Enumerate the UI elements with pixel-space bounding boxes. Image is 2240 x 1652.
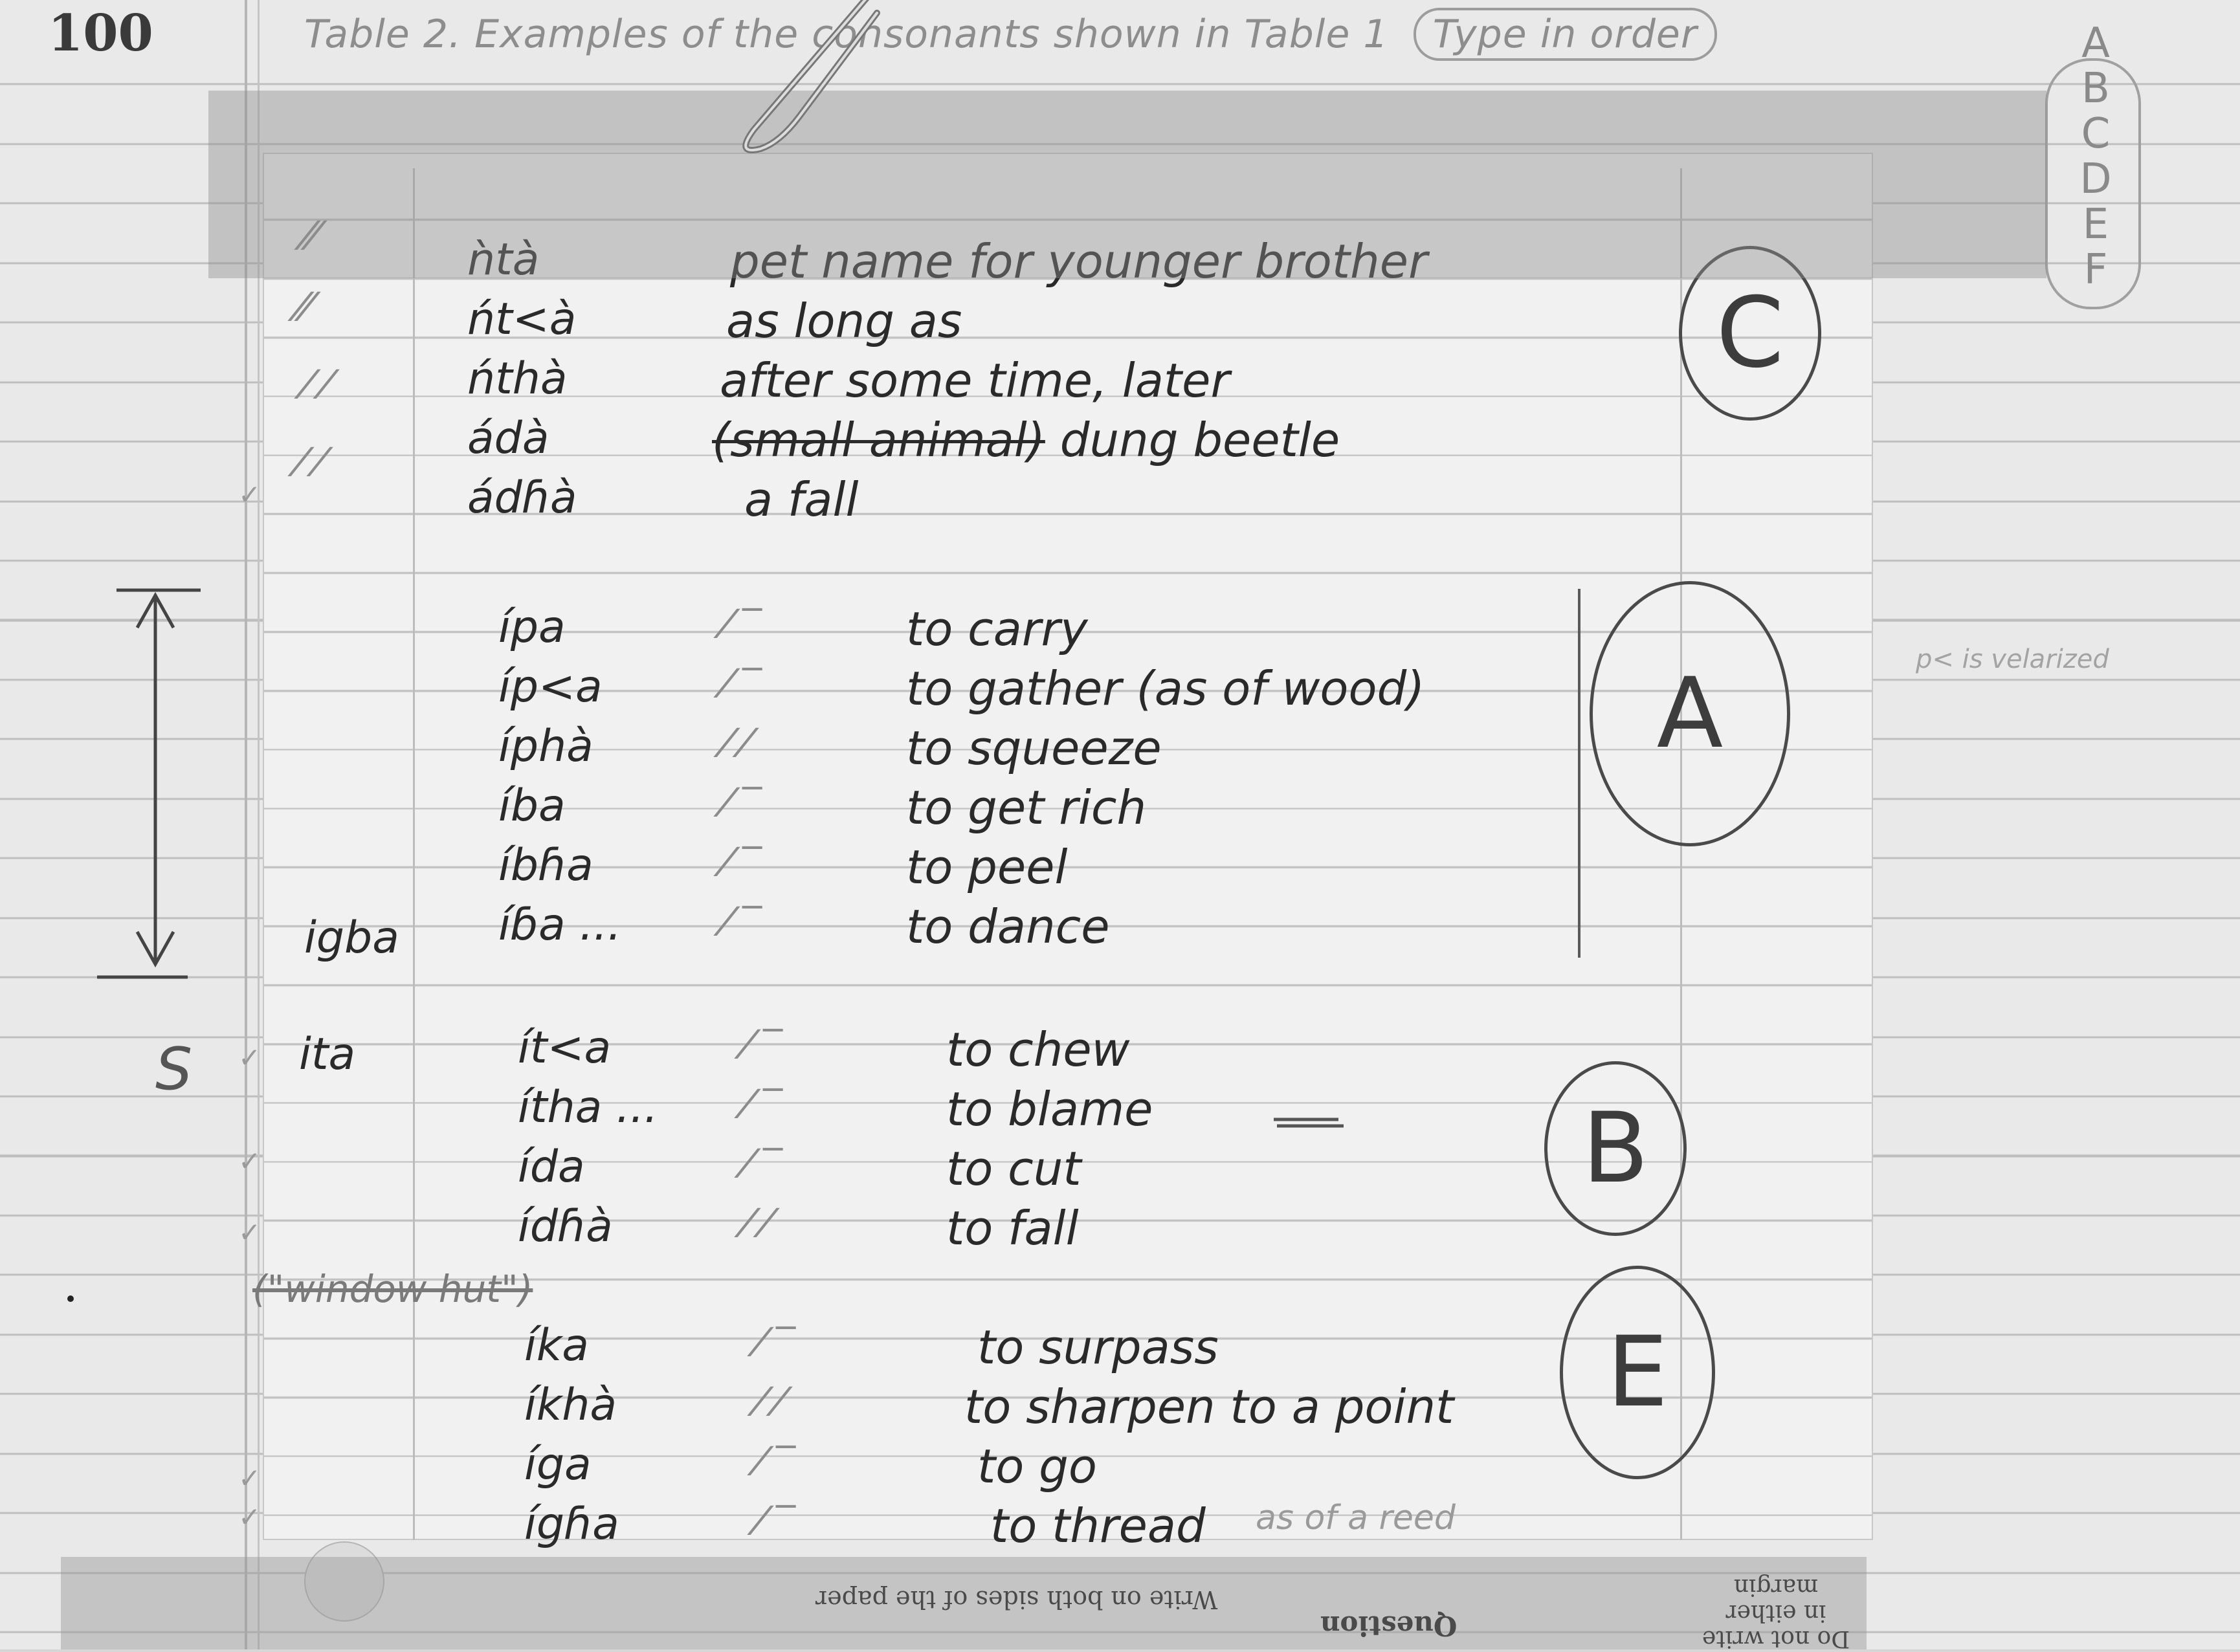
entry-gloss: as long as [726, 294, 962, 348]
side-note: p< is velarized [1916, 644, 2109, 674]
order-letter: B [2081, 65, 2110, 113]
entry-gloss [712, 413, 1340, 467]
tone-mark: ⁄ ‾ [744, 1082, 783, 1127]
entry-word: ńthà [467, 353, 568, 404]
type-order-instruction: Type in order [1414, 8, 1717, 61]
tone-mark: ⁄⁄ [304, 214, 318, 259]
margin-notice-line: Do not write [1702, 1625, 1850, 1652]
entry-word: íka [524, 1320, 589, 1371]
entry-word: íɓa ... [498, 899, 622, 951]
printed-form-instruction: Write on both sides of the paper [815, 1585, 1218, 1614]
entry-gloss: pet name for younger brother [730, 234, 1428, 289]
entry-word: ígɦa [524, 1499, 619, 1550]
entry-gloss: to cut [946, 1141, 1081, 1196]
entry-gloss: to chew [946, 1022, 1130, 1077]
margin-word-igba: igba [304, 912, 399, 964]
entry-word: ídɦà [518, 1201, 613, 1252]
entry-word: ít<a [518, 1022, 612, 1074]
faint-trailing-gloss: as of a reed [1256, 1499, 1456, 1537]
tone-mark: ⁄ ‾ [724, 661, 762, 707]
entry-word: íba [498, 780, 566, 832]
table-heading-text: Table 2. Examples of the consonants shown in Table 1 [304, 12, 1389, 57]
tone-mark: ⁄ ‾ [744, 1022, 783, 1068]
group-b-circle: B [1544, 1061, 1687, 1236]
tone-mark: ⁄ ‾ [724, 899, 762, 945]
entry-word: ítha ... [518, 1082, 658, 1133]
entry-gloss: to thread [990, 1499, 1206, 1553]
check-icon: ✓ [238, 1145, 261, 1177]
order-letter: E [2082, 201, 2109, 248]
paper-margin-left [413, 168, 415, 1540]
entry-gloss: to sharpen to a point [964, 1380, 1454, 1434]
printed-form-margin-notice [1702, 1574, 1850, 1651]
entry-word: ída [518, 1141, 585, 1193]
entry-gloss: to squeeze [906, 721, 1162, 775]
ink-dot [67, 1295, 74, 1302]
tone-mark: ⁄ ⁄ [298, 440, 324, 485]
entry-word: íkhà [524, 1380, 617, 1431]
tone-mark: ⁄ ‾ [744, 1141, 783, 1187]
check-icon: ✓ [238, 1462, 261, 1494]
entry-gloss: a fall [744, 472, 859, 527]
order-letters [2057, 21, 2135, 292]
order-letter: A [2081, 19, 2110, 67]
entry-gloss: to surpass [977, 1320, 1219, 1374]
tone-mark: ⁄ ‾ [757, 1499, 796, 1544]
entry-gloss: to gather (as of wood) [906, 661, 1425, 716]
group-c-circle: C [1679, 246, 1821, 421]
entry-word: íphà [498, 721, 593, 772]
margin-word-ita: ita [299, 1029, 356, 1080]
entry-word: ńt<à [467, 294, 577, 345]
margin-notice-line: margin [1733, 1574, 1819, 1600]
entry-gloss: to peel [906, 840, 1068, 894]
entry-word: íga [524, 1439, 592, 1490]
entry-gloss: after some time, later [720, 353, 1230, 408]
entry-word: ádà [467, 413, 549, 464]
order-letter: D [2079, 155, 2112, 203]
group-a-circle: A [1590, 581, 1790, 846]
tone-mark: ⁄ ‾ [724, 780, 762, 826]
tone-mark: ⁄ ‾ [757, 1320, 796, 1365]
entry-gloss-text: dung beetle [1059, 413, 1340, 467]
check-icon: ✓ [238, 1501, 261, 1533]
check-icon: ✓ [238, 479, 261, 511]
tone-mark: ⁄ ‾ [724, 602, 762, 647]
order-letter: C [2081, 110, 2111, 158]
paper-clip-icon [709, 0, 896, 175]
entry-gloss: to carry [906, 602, 1088, 656]
margin-notice-line: in either [1725, 1600, 1826, 1626]
struck-gloss: (small animal) [712, 413, 1045, 467]
entry-gloss: to fall [946, 1201, 1079, 1255]
tone-mark: ⁄⁄ [298, 285, 311, 330]
table-heading [304, 12, 1717, 57]
tone-mark: ⁄ ‾ [724, 840, 762, 885]
crossed-out-note: ("window hut") [252, 1267, 533, 1311]
entry-gloss: to blame [946, 1082, 1153, 1136]
check-icon: ✓ [238, 1217, 261, 1248]
page-number: 100 [48, 4, 153, 63]
vertical-double-arrow-icon [91, 576, 220, 990]
tone-mark: ⁄ ⁄ [757, 1380, 783, 1425]
entry-word: ǹtà [467, 234, 540, 285]
check-icon: ✓ [238, 1042, 261, 1074]
tone-mark: ⁄ ⁄ [744, 1201, 770, 1246]
entry-gloss: to go [977, 1439, 1097, 1493]
entry-gloss: to get rich [906, 780, 1147, 835]
tone-mark: ⁄ ⁄ [304, 362, 330, 408]
margin-s-mark: S [155, 1035, 193, 1103]
printed-form-question: Question [1320, 1610, 1458, 1642]
entry-gloss: to dance [906, 899, 1110, 954]
tone-mark: ⁄ ⁄ [724, 721, 749, 766]
group-e-circle: E [1560, 1266, 1715, 1479]
order-letter: F [2083, 246, 2108, 294]
group-a-bracket [1578, 589, 1600, 958]
entry-word: íbɦa [498, 840, 593, 891]
entry-word: ádɦà [467, 472, 577, 523]
tone-mark: ⁄ ‾ [757, 1439, 796, 1484]
entry-word: íp<a [498, 661, 603, 712]
scribble-mark-icon [1274, 1113, 1345, 1132]
tape-strip-top [208, 91, 2046, 278]
entry-word: ípa [498, 602, 566, 653]
